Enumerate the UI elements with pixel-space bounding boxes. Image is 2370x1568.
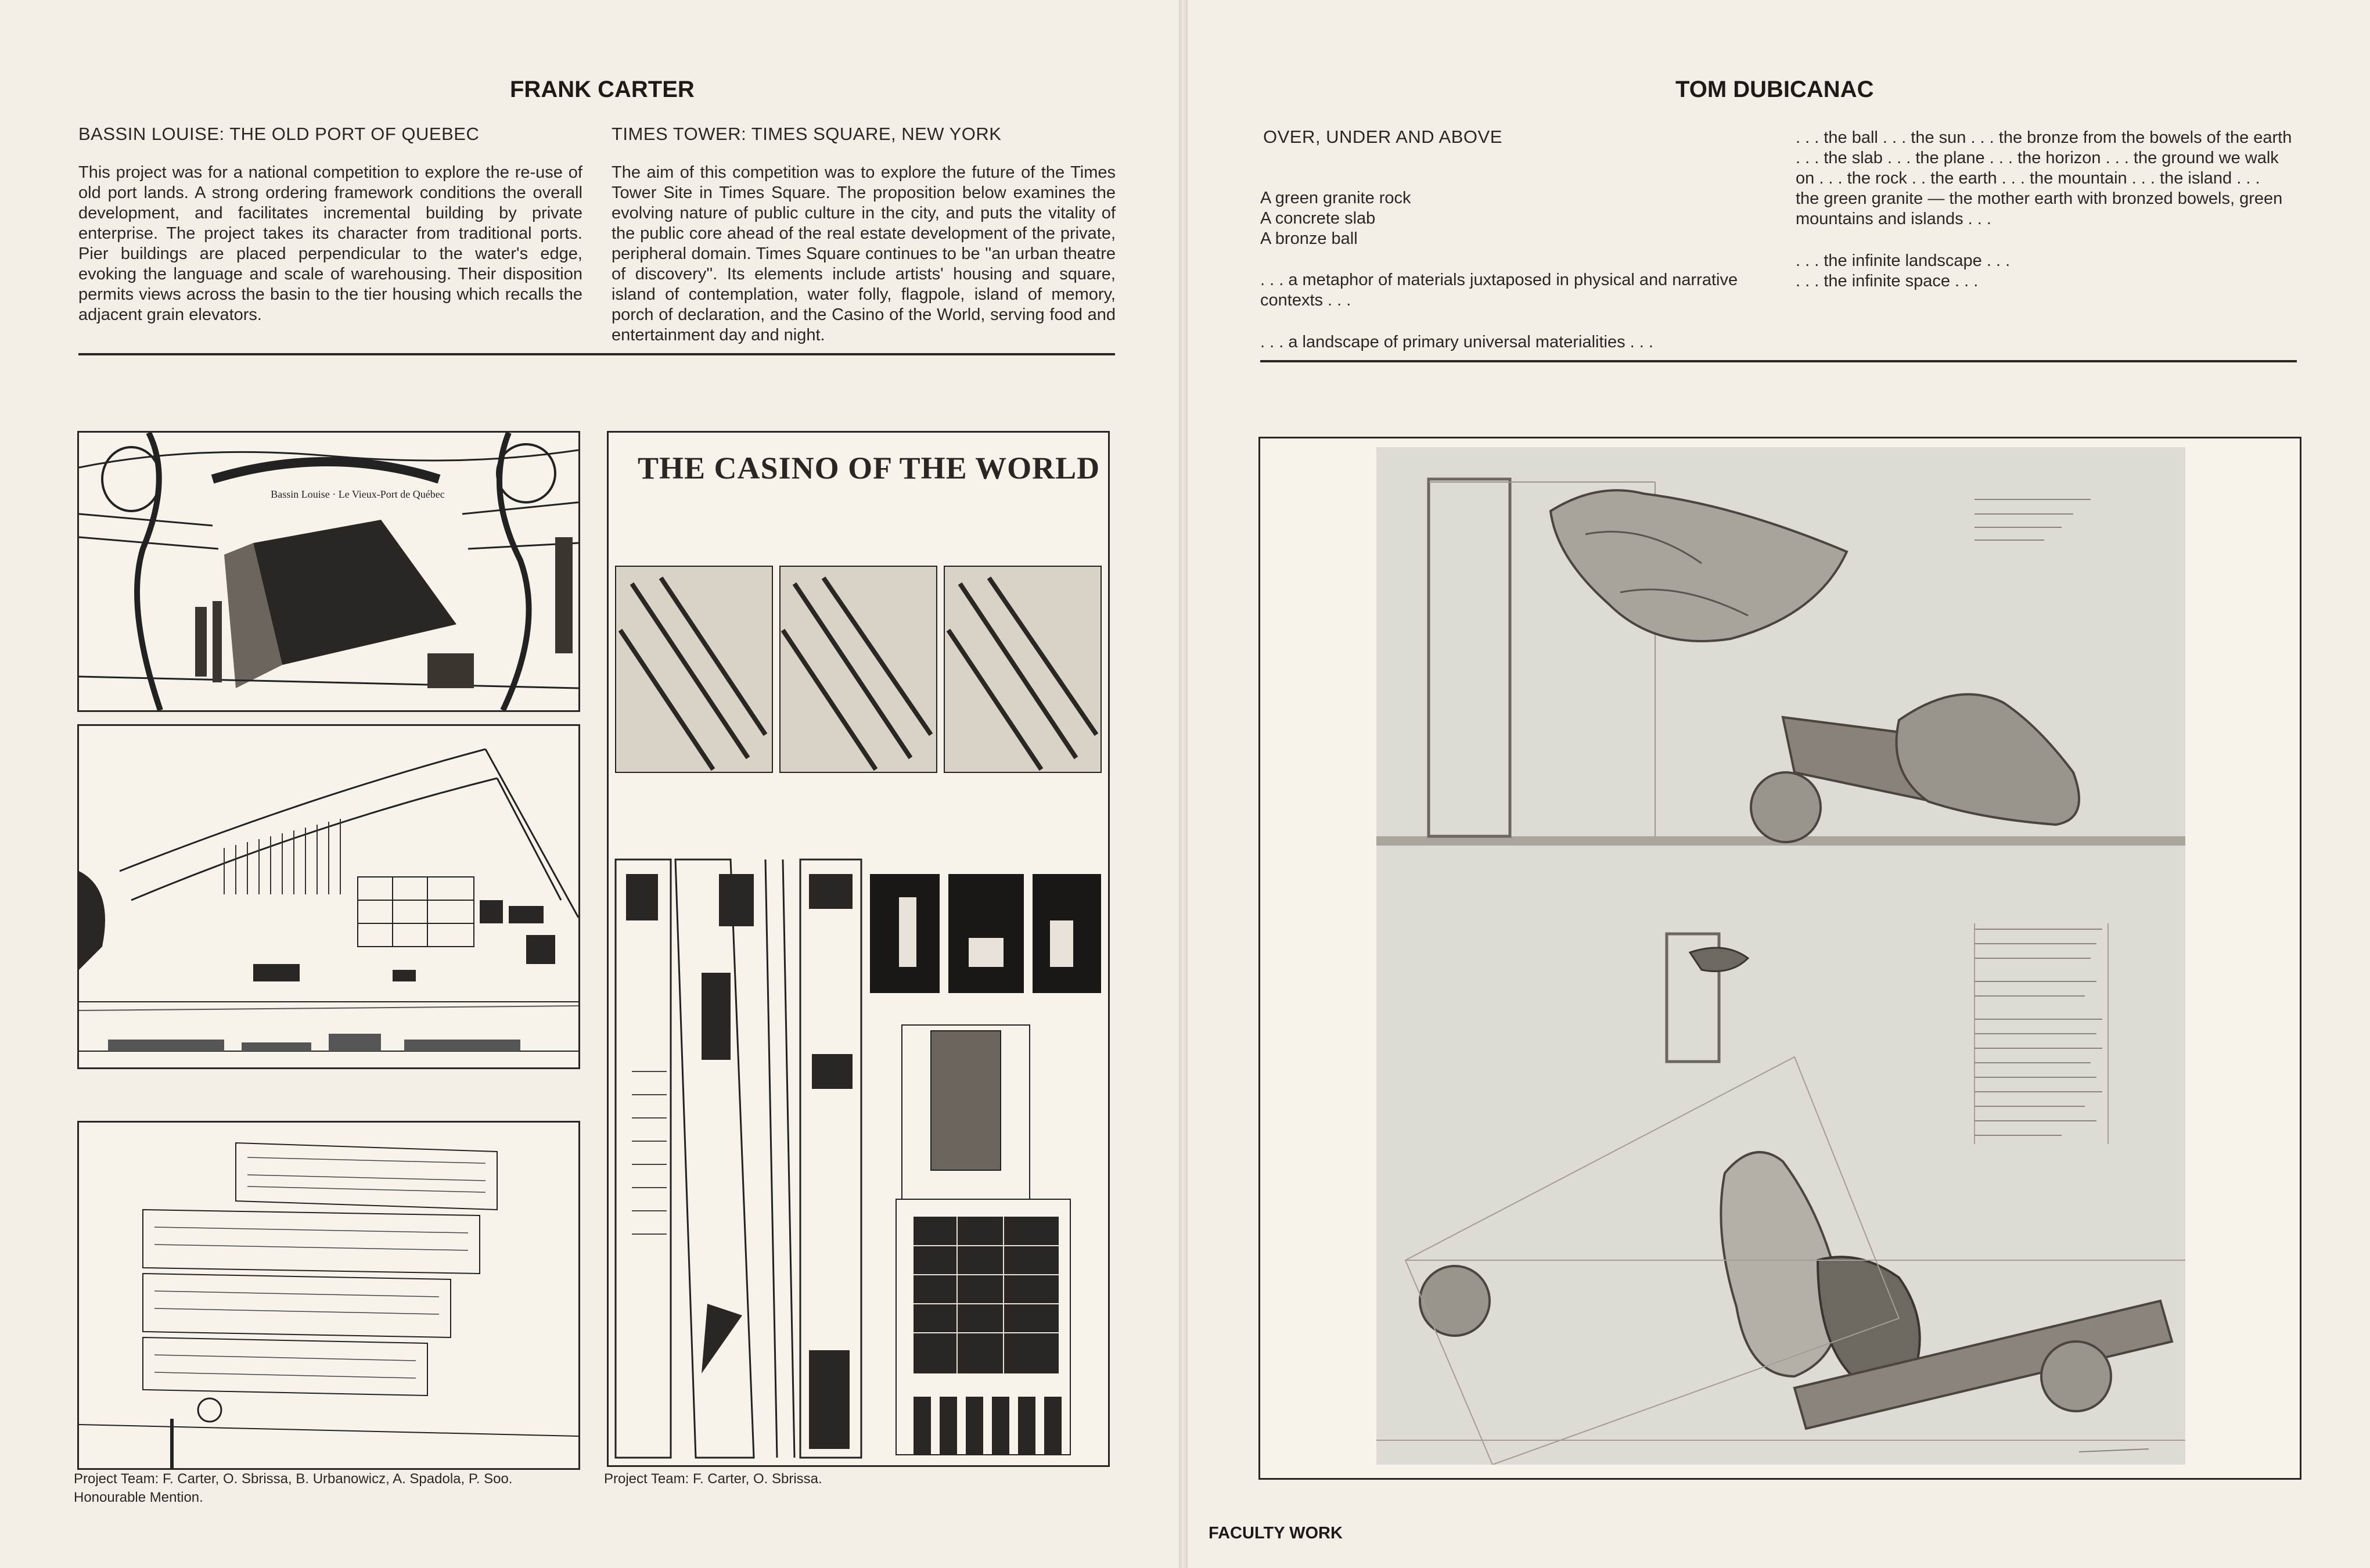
casino-axonometric-studies: [616, 566, 1101, 772]
infinite-space-line: . . . the infinite space . . .: [1796, 272, 1979, 290]
left-page-title: FRANK CARTER: [510, 77, 695, 102]
landscape-line: . . . a landscape of primary universal materialities . . .: [1260, 333, 1653, 351]
poem-line-4: the green granite — the mother earth with bronzed bowels, green: [1796, 189, 2283, 208]
over-under-above-drawing-frame: [1258, 437, 2301, 1480]
left-divider-rule: [78, 353, 1115, 355]
bassin-louise-axonometric: [77, 1121, 580, 1470]
bassin-louise-caption-mention: Honourable Mention.: [74, 1490, 203, 1505]
infinite-landscape-line: . . . the infinite landscape . . .: [1796, 251, 2011, 270]
poem-line-1: . . . the ball . . . the sun . . . the bronze from the bowels of the earth: [1796, 128, 2292, 147]
bronze-ball-left: [1420, 1266, 1490, 1336]
left-page: [0, 0, 1179, 1568]
granite-rock-bottom: [1721, 1152, 1919, 1378]
metaphor-line-2: contexts . . .: [1260, 291, 1351, 310]
times-tower-caption-team: Project Team: F. Carter, O. Sbrissa.: [604, 1471, 822, 1487]
casino-of-the-world-panel: [607, 431, 1110, 1467]
casino-title: THE CASINO OF THE WORLD: [638, 451, 1101, 485]
poem-line-3: on . . . the rock . . the earth . . . the mountain . . . the island . . .: [1796, 169, 2260, 188]
right-page-title: TOM DUBICANAC: [1675, 77, 1874, 102]
faculty-work-footer: FACULTY WORK: [1209, 1524, 1343, 1542]
poem-line-5: mountains and islands . . .: [1796, 210, 1991, 228]
list-item-granite: A green granite rock: [1260, 189, 1411, 207]
bassin-louise-site-plan: [77, 724, 580, 1069]
casino-interior-views: [870, 874, 1101, 993]
times-tower-text: The aim of this competition was to explore the future of the Times Tower Site in Times Square. The proposition below examines the evolving nature of public culture in the city, and puts the vitality of the public core ahead of the real estate development of the private, peripheral domain. Times Square continues to be ''an urban theatre of discovery''. Its elements include artists' housing and square, island of contemplation, water folly, flagpole, island of memory, porch of declaration, and the Casino of the World, serving food and entertainment day and night.: [612, 163, 1116, 344]
bassin-louise-historic-map: [77, 431, 580, 712]
bassin-louise-caption-team: Project Team: F. Carter, O. Sbrissa, B. Urbanowicz, A. Spadola, P. Soo.: [74, 1471, 513, 1487]
granite-rock-top: [1551, 490, 1847, 641]
poem-line-2: . . . the slab . . . the plane . . . the horizon . . . the ground we walk: [1796, 149, 2279, 167]
metaphor-line-1: . . . a metaphor of materials juxtaposed in physical and narrative: [1260, 271, 1738, 289]
bronze-ball-top: [1751, 772, 1821, 842]
list-item-ball: A bronze ball: [1260, 229, 1358, 248]
times-tower-heading: TIMES TOWER: TIMES SQUARE, NEW YORK: [612, 124, 1002, 144]
book-gutter: [1179, 0, 1188, 1568]
granite-rock-right: [1783, 694, 2079, 825]
bassin-louise-text: This project was for a national competition to explore the re-use of old port lands. A strong ordering framework conditions the overall development, and facilitates incremental building by private enterprise. The project takes its character from traditional ports. Pier buildings are placed perpendicular to the water's edge, evoking the language and scale of warehousing. Their disposition permits views across the basin to the tier housing which recalls the adjacent grain elevators.: [78, 163, 582, 324]
bassin-louise-heading: BASSIN LOUISE: THE OLD PORT OF QUEBEC: [78, 124, 480, 144]
right-divider-rule: [1260, 360, 2297, 362]
list-item-slab: A concrete slab: [1260, 209, 1376, 228]
bronze-ball-right: [2041, 1342, 2111, 1411]
map-cartouche-text: Bassin Louise · Le Vieux-Port de Québec: [271, 488, 445, 500]
right-page: [1188, 0, 2370, 1568]
pencil-drawing: [1376, 447, 2185, 1465]
over-under-above-heading: OVER, UNDER AND ABOVE: [1263, 127, 1502, 147]
